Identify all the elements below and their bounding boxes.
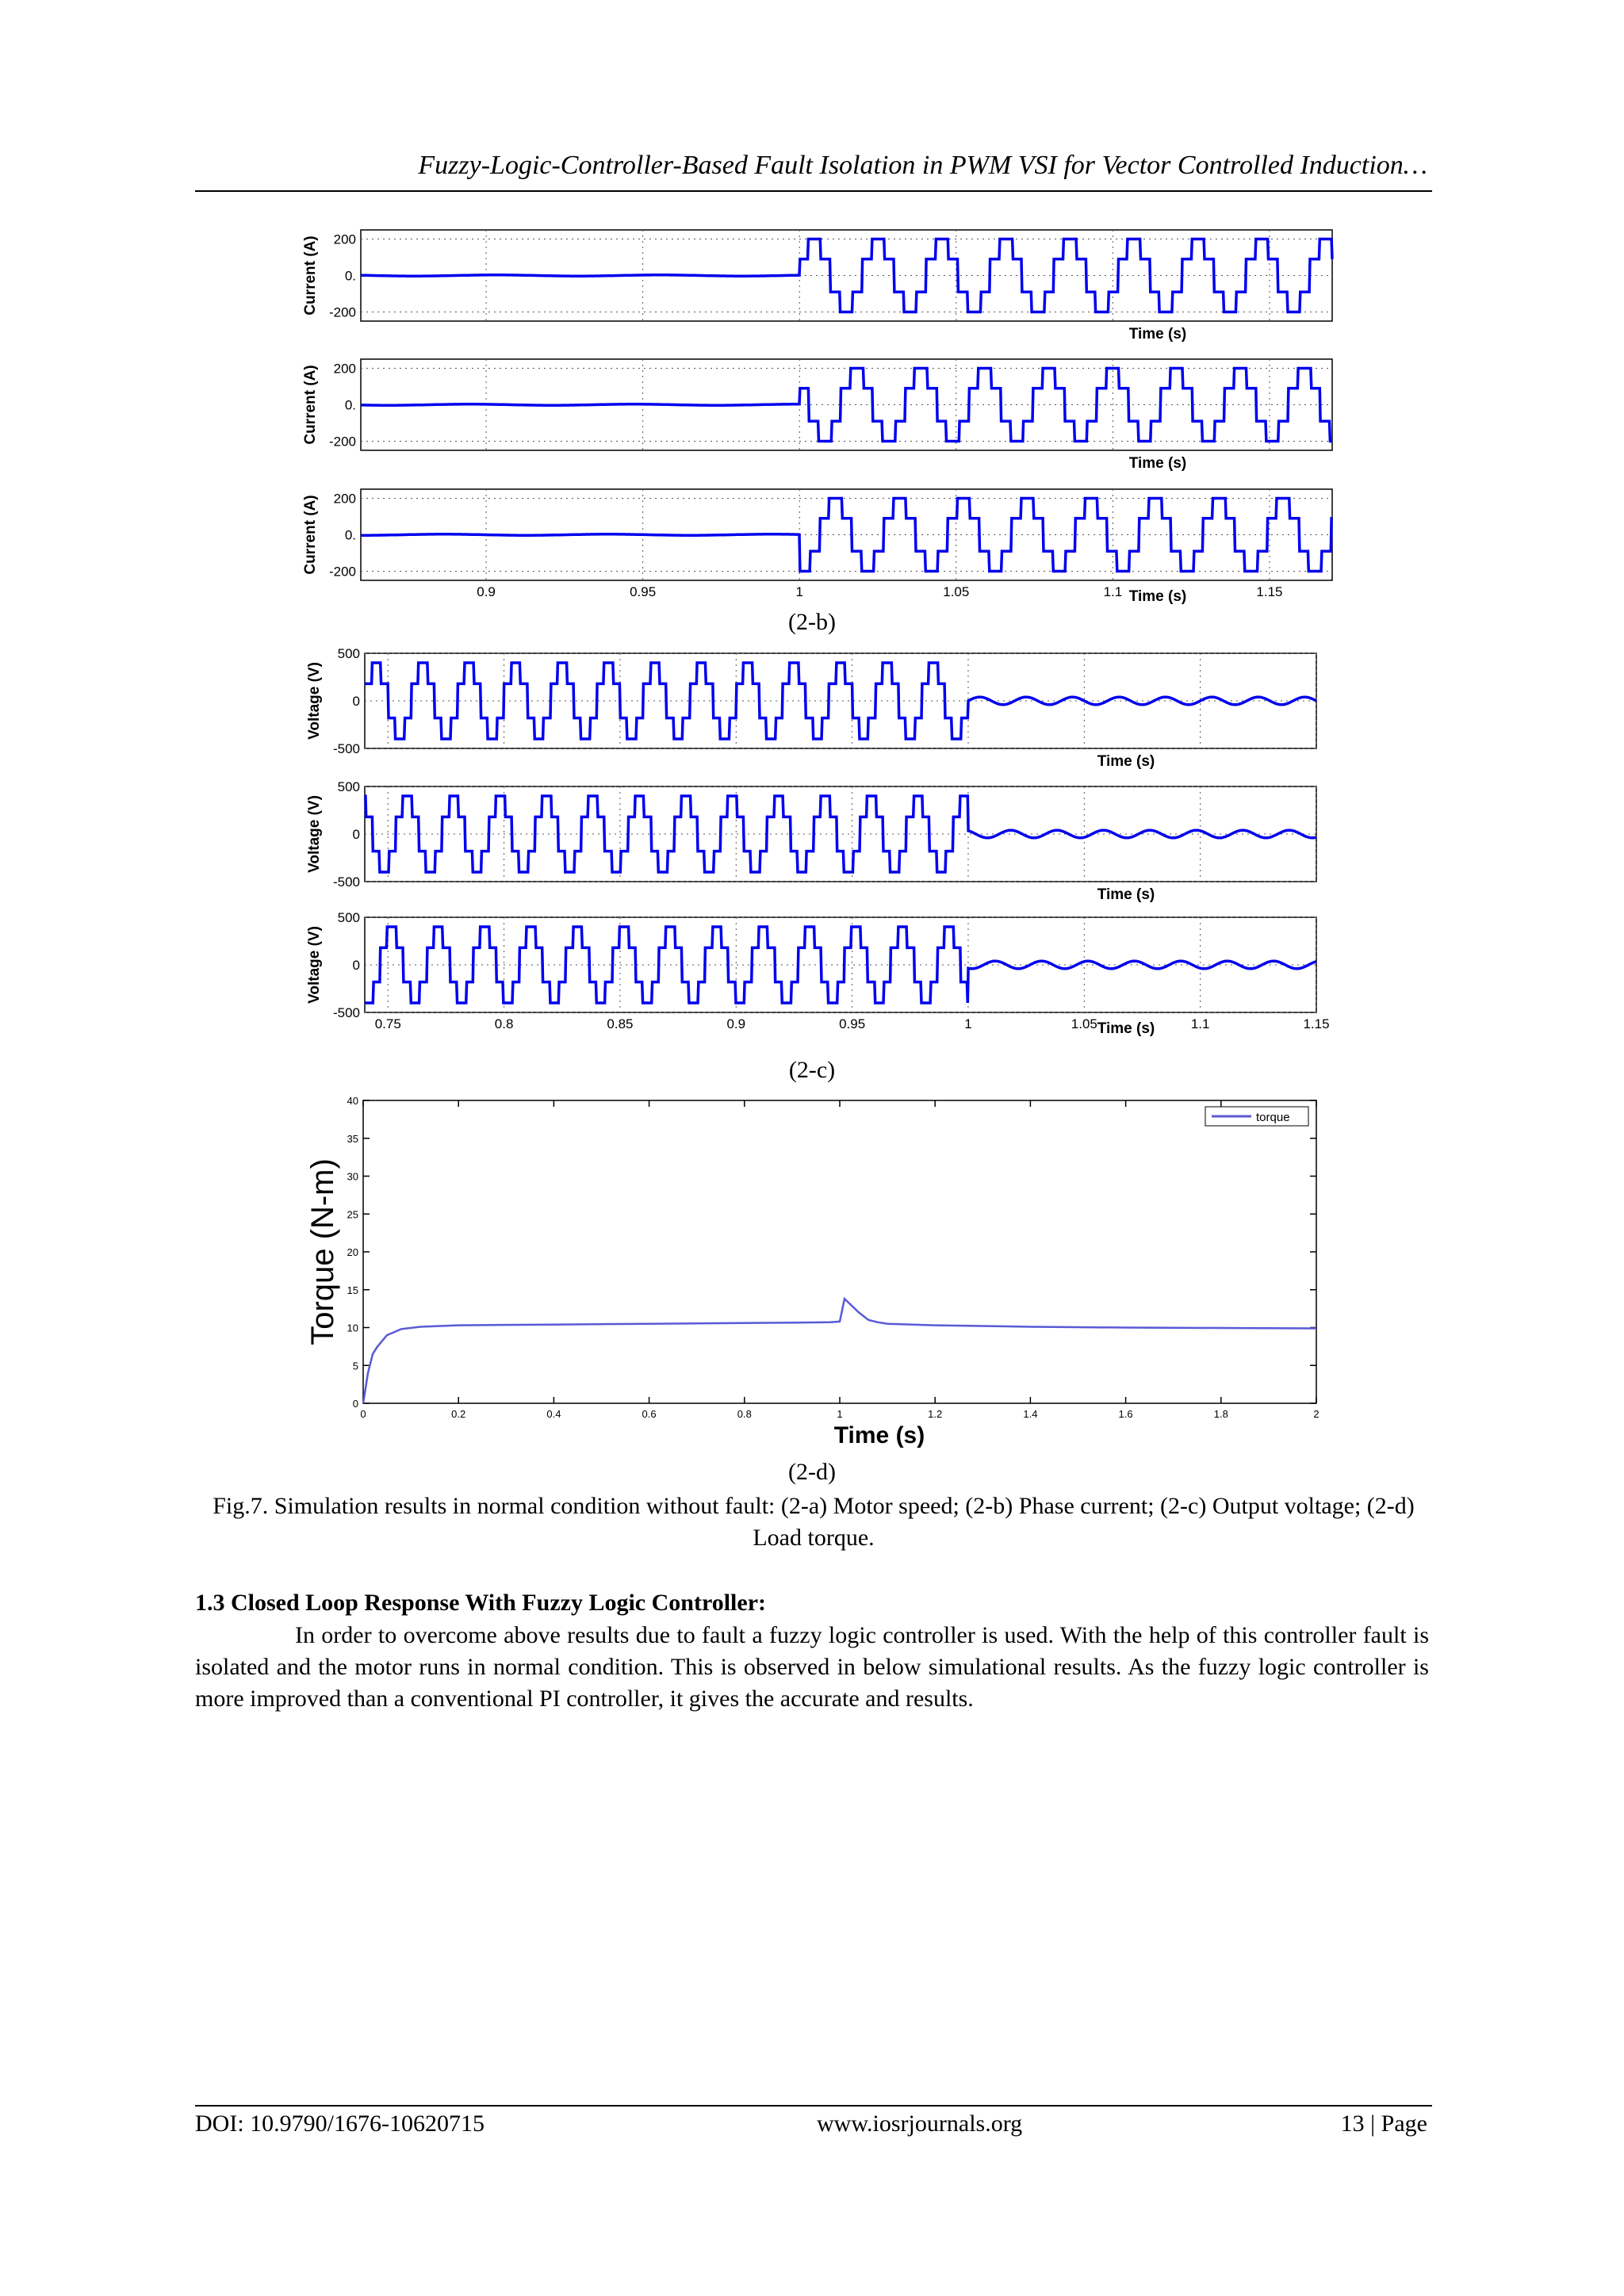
caption-2d: (2-d) (788, 1459, 836, 1485)
y-tick-label: 0 (352, 958, 360, 973)
phase-current-panel-3 (302, 489, 1332, 605)
y-axis-label: Voltage (V) (306, 926, 323, 1004)
y-tick-label: -200 (328, 434, 356, 450)
x-tick-label: 1.05 (943, 584, 970, 599)
y-tick-label: 10 (347, 1322, 358, 1334)
phase-current-panel-2 (302, 359, 1332, 472)
x-tick-label: 0.2 (451, 1408, 466, 1420)
x-tick-label: 1 (795, 584, 803, 599)
x-axis-label: Time (s) (833, 1422, 925, 1448)
y-tick-label: 0 (352, 1398, 358, 1410)
x-tick-label: 0.9 (477, 584, 496, 599)
y-tick-label: 500 (337, 910, 360, 925)
y-tick-label: 20 (347, 1246, 358, 1258)
x-tick-label: 1.2 (928, 1408, 943, 1420)
x-tick-label: 0 (360, 1408, 366, 1420)
y-tick-label: 500 (337, 646, 360, 661)
y-tick-label: 500 (337, 779, 360, 794)
y-axis-label: Torque (N-m) (305, 1158, 340, 1345)
x-tick-label: 1 (964, 1016, 972, 1031)
y-axis-label: Current (A) (302, 365, 319, 445)
x-tick-label: 0.75 (374, 1016, 401, 1031)
x-tick-label: 1.1 (1190, 1016, 1210, 1031)
x-axis-label: Time (s) (1097, 753, 1155, 770)
x-axis-label: Time (s) (1097, 886, 1155, 903)
footer-url: www.iosrjournals.org (817, 2110, 1023, 2137)
x-tick-label: 1 (837, 1408, 843, 1420)
x-axis-label: Time (s) (1097, 1020, 1155, 1037)
x-axis-label: Time (s) (1128, 455, 1187, 472)
x-tick-label: 0.8 (737, 1408, 752, 1420)
x-tick-label: 1.1 (1103, 584, 1123, 599)
legend (1205, 1107, 1308, 1126)
caption-2b: (2-b) (788, 609, 836, 635)
plot-frame (363, 1100, 1316, 1403)
y-tick-label: -500 (332, 741, 360, 756)
y-tick-label: 200 (333, 361, 356, 377)
output-voltage-figure (293, 644, 1332, 1056)
y-tick-label: 0. (344, 268, 356, 284)
x-tick-label: 0.9 (726, 1016, 746, 1031)
x-tick-label: 0.95 (630, 584, 657, 599)
phase-current-figure (285, 226, 1340, 614)
y-tick-label: 5 (352, 1360, 358, 1372)
running-header: Fuzzy-Logic-Controller-Based Fault Isolation in PWM VSI for Vector Controlled Induction… (418, 151, 1427, 180)
y-tick-label: -200 (328, 304, 356, 320)
y-tick-label: 35 (347, 1132, 358, 1145)
y-axis-label: Current (A) (302, 495, 319, 575)
x-tick-label: 1.6 (1118, 1408, 1133, 1420)
y-tick-label: 25 (347, 1208, 358, 1221)
plot-frame (365, 653, 1316, 748)
footer-rule (195, 2105, 1432, 2107)
y-tick-label: 200 (333, 232, 356, 247)
x-tick-label: 2 (1313, 1408, 1320, 1420)
plot-frame (365, 786, 1316, 882)
section-heading: 1.3 Closed Loop Response With Fuzzy Logic Controller: (195, 1590, 767, 1616)
section-paragraph: In order to overcome above results due to fault a fuzzy logic controller is used. With the help of this controller fault is isolated and the motor runs in normal condition. This is observed in below simulational results. As the fuzzy logic controller is more improved than a conventional PI controller, it gives the accurate and results. (195, 1622, 1429, 1712)
phase-current-panel-1 (302, 230, 1332, 342)
x-tick-label: 1.4 (1023, 1408, 1038, 1420)
y-axis-label: Voltage (V) (306, 795, 323, 873)
legend-label: torque (1256, 1111, 1290, 1124)
caption-2c: (2-c) (788, 1057, 836, 1083)
y-tick-label: 0 (352, 694, 360, 709)
y-tick-label: 15 (347, 1284, 358, 1296)
x-tick-label: 1.15 (1256, 584, 1283, 599)
x-tick-label: 1.15 (1303, 1016, 1330, 1031)
plot-frame (365, 917, 1316, 1012)
x-axis-label: Time (s) (1128, 326, 1187, 342)
x-tick-label: 0.85 (607, 1016, 634, 1031)
y-tick-label: 0. (344, 527, 356, 543)
x-axis-label: Time (s) (1128, 588, 1187, 605)
y-tick-label: 0 (352, 827, 360, 842)
x-tick-label: 0.8 (494, 1016, 514, 1031)
y-tick-label: -500 (332, 1005, 360, 1020)
x-tick-label: 1.05 (1071, 1016, 1097, 1031)
x-tick-label: 1.8 (1213, 1408, 1228, 1420)
header-rule (195, 190, 1432, 192)
output-voltage-panel-1 (306, 646, 1316, 770)
y-tick-label: 30 (347, 1170, 358, 1183)
y-axis-label: Current (A) (302, 235, 319, 316)
y-tick-label: -500 (332, 874, 360, 890)
footer-doi: DOI: 10.9790/1676-10620715 (195, 2110, 485, 2137)
output-voltage-panel-2 (306, 779, 1316, 903)
figure-caption: Fig.7. Simulation results in normal condition without fault: (2-a) Motor speed; (2-b) Phase current; (2-c) Output voltage; (2-d) Load torque. (213, 1493, 1415, 1551)
output-voltage-panel-3 (306, 910, 1330, 1037)
y-tick-label: 40 (347, 1095, 358, 1107)
load-torque-figure (293, 1093, 1332, 1457)
y-axis-label: Voltage (V) (306, 662, 323, 740)
y-tick-label: -200 (328, 564, 356, 580)
footer-page-number: 13 | Page (1340, 2110, 1427, 2137)
x-tick-label: 0.6 (642, 1408, 657, 1420)
y-tick-label: 0. (344, 397, 356, 413)
x-tick-label: 0.4 (546, 1408, 561, 1420)
y-tick-label: 200 (333, 491, 356, 507)
x-tick-label: 0.95 (839, 1016, 866, 1031)
